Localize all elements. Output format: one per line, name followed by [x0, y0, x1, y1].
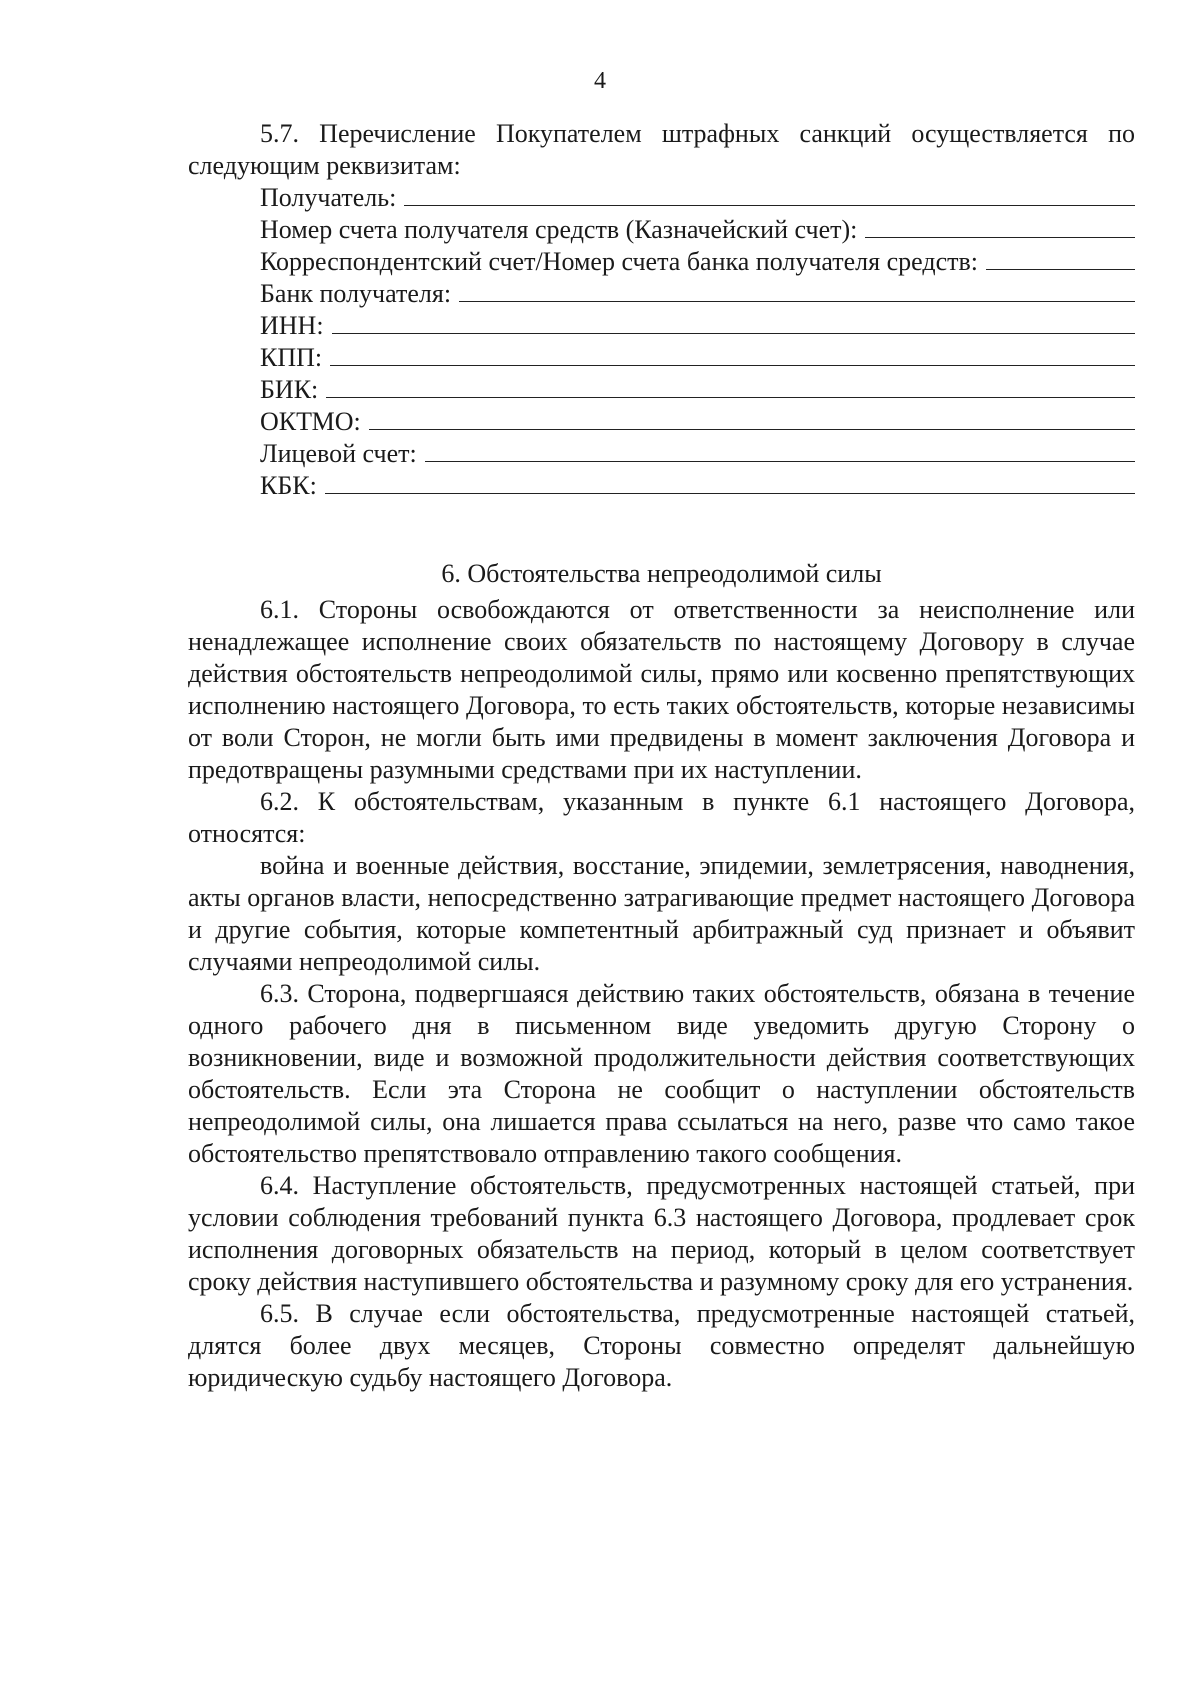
field-correspondent-account — [260, 246, 1135, 278]
section-6-title: 6. Обстоятельства непреодолимой силы — [441, 559, 882, 588]
blank-line — [330, 343, 1135, 366]
blank-line — [326, 375, 1135, 398]
clause-5-7: 5.7. Перечисление Покупателем штрафных санкций осуществляется по следующим реквизитам: — [188, 119, 1135, 180]
field-bik — [260, 374, 1135, 406]
field-bank — [260, 278, 1135, 310]
field-label: БИК: — [260, 375, 319, 404]
field-treasury-account — [260, 214, 1135, 246]
blank-line — [865, 215, 1135, 238]
blank-line — [332, 311, 1135, 334]
page-number: 4 — [594, 68, 606, 94]
clause-6-1: 6.1. Стороны освобождаются от ответственности за неисполнение или ненадлежащее исполнение своих обязательств по настоящему Договору в случае действия обстоятельств непреодолимой силы, прямо или косвенно препятствующих исполнению настоящего Договора, то есть таких обстоятельств, которые независимы от воли Сторон, не могли быть ими предвидены в момент заключения Договора и предотвращены разумными средствами при их наступлении. — [188, 595, 1135, 784]
field-label: Банк получателя: — [260, 279, 452, 308]
field-label: Лицевой счет: — [260, 439, 417, 468]
field-label: Корреспондентский счет/Номер счета банка получателя средств: — [260, 247, 978, 276]
field-label: ОКТМО: — [260, 407, 361, 436]
field-oktmo — [260, 406, 1135, 438]
field-kbk — [260, 470, 1135, 502]
clause-6-5: 6.5. В случае если обстоятельства, предусмотренные настоящей статьей, длятся более двух месяцев, Стороны совместно определят дальнейшую юридическую судьбу настоящего Договора. — [188, 1299, 1135, 1392]
requisites-fields — [188, 182, 1135, 502]
field-recipient — [260, 182, 1135, 214]
field-label: Получатель: — [260, 183, 397, 212]
document-body — [188, 118, 1135, 1394]
field-personal-account — [260, 438, 1135, 470]
clause-6-2: 6.2. К обстоятельствам, указанным в пункте 6.1 настоящего Договора, относятся: — [188, 787, 1135, 848]
clause-6-4: 6.4. Наступление обстоятельств, предусмотренных настоящей статьей, при условии соблюдения требований пункта 6.3 настоящего Договора, продлевает срок исполнения договорных обязательств на период, который в целом соответствует сроку действия наступившего обстоятельства и разумному сроку для его устранения. — [188, 1171, 1135, 1296]
clause-6-3: 6.3. Сторона, подвергшаяся действию таких обстоятельств, обязана в течение одного рабочего дня в письменном виде уведомить другую Сторону о возникновении, виде и возможной продолжительности действия соответствующих обстоятельств. Если эта Сторона не сообщит о наступлении обстоятельств непреодолимой силы, она лишается права ссылаться на него, разве что само такое обстоятельство препятствовало отправлению такого сообщения. — [188, 979, 1135, 1168]
field-label: КБК: — [260, 471, 317, 500]
blank-line — [369, 407, 1135, 430]
field-label: КПП: — [260, 343, 323, 372]
field-inn — [260, 310, 1135, 342]
field-label: Номер счета получателя средств (Казначейский счет): — [260, 215, 858, 244]
blank-line — [404, 183, 1135, 206]
blank-line — [325, 471, 1135, 494]
blank-line — [986, 247, 1135, 270]
blank-line — [459, 279, 1135, 302]
clause-6-2-list: война и военные действия, восстание, эпидемии, землетрясения, наводнения, акты органов власти, непосредственно затрагивающие предмет настоящего Договора и другие события, которые компетентный арбитражный суд признает и объявит случаями непреодолимой силы. — [188, 851, 1135, 976]
field-label: ИНН: — [260, 311, 324, 340]
blank-line — [425, 439, 1135, 462]
field-kpp — [260, 342, 1135, 374]
